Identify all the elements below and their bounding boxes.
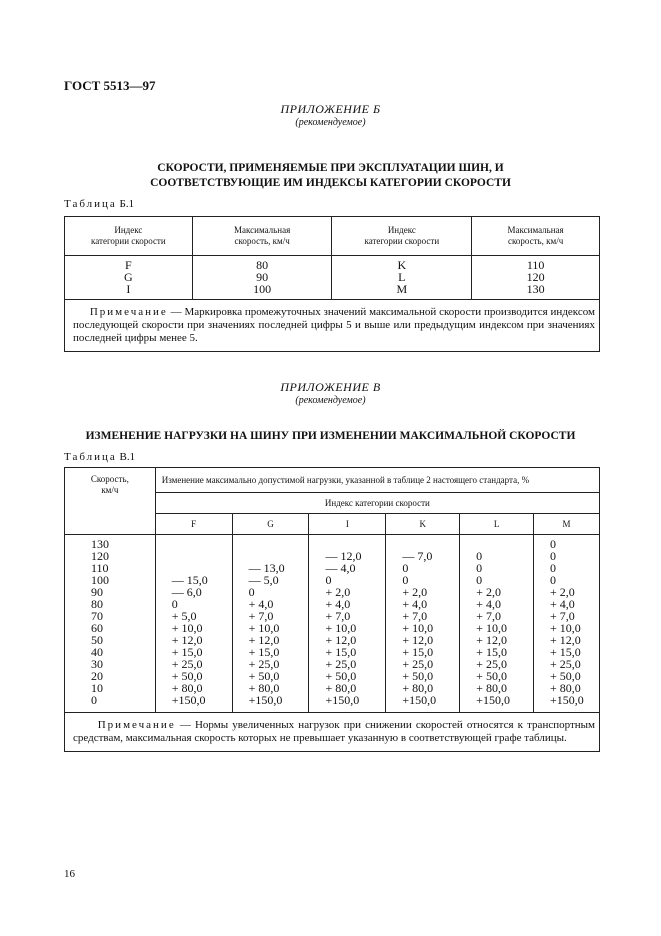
load-change-cell-f: + 5,0 [155, 610, 232, 622]
speed-cell: 0 [65, 694, 156, 713]
table-v1-caption-word: Таблица [64, 451, 117, 463]
load-change-cell-f: 0 [155, 598, 232, 610]
load-change-cell-m: + 7,0 [534, 610, 600, 622]
load-change-cell-m: + 12,0 [534, 634, 600, 646]
appendix-v-subtitle: (рекомендуемое) [295, 395, 366, 406]
table-row [65, 562, 600, 574]
load-change-cell-k: — 7,0 [386, 550, 460, 562]
table-b1-index-col-1: F G I [65, 256, 193, 300]
speed-cell: 10 [65, 682, 156, 694]
table-b1-header-speed-1: Максимальная скорость, км/ч [192, 217, 332, 256]
load-change-cell-g: +150,0 [232, 694, 309, 713]
load-change-cell-m: 0 [534, 550, 600, 562]
load-change-cell-l: + 15,0 [460, 646, 534, 658]
speed-cell: 110 [65, 562, 156, 574]
table-v1-note-word: Примечание [97, 719, 176, 731]
load-change-cell-i: + 50,0 [309, 670, 386, 682]
load-change-cell-l: + 7,0 [460, 610, 534, 622]
load-change-cell-l: 0 [460, 562, 534, 574]
table-b1-data-row [65, 256, 600, 300]
load-change-cell-m: + 2,0 [534, 586, 600, 598]
load-change-cell-k: + 10,0 [386, 622, 460, 634]
load-change-cell-l: 0 [460, 550, 534, 562]
load-change-cell-f [155, 535, 232, 551]
table-v1-index-g: G [232, 514, 309, 535]
load-change-cell-i: + 4,0 [309, 598, 386, 610]
table-b1-header-row [65, 217, 600, 256]
load-change-cell-i [309, 535, 386, 551]
load-change-cell-g: — 5,0 [232, 574, 309, 586]
load-change-cell-l: + 80,0 [460, 682, 534, 694]
table-b1-speed-col-1: 80 90 100 [192, 256, 332, 300]
table-b1-note-text: — Маркировка промежуточных значений максимальной скорости производится индексом последующей скорости при значениях последней цифры 5 и выше или предыдущим индексом при значениях последней цифры менее 5. [73, 306, 596, 344]
speed-cell: 90 [65, 586, 156, 598]
speed-cell: 130 [65, 535, 156, 551]
load-change-cell-k: + 4,0 [386, 598, 460, 610]
table-v1-speed-header: Скорость, км/ч [65, 468, 156, 535]
load-change-cell-l: + 50,0 [460, 670, 534, 682]
table-v1-caption-number: В.1 [119, 451, 136, 463]
table-v1-index-header: Индекс категории скорости [155, 493, 599, 514]
table-b1-speed-col-2: 110 120 130 [472, 256, 600, 300]
table-v1-index-m: M [534, 514, 600, 535]
appendix-b-heading [60, 161, 601, 191]
load-change-cell-f: + 80,0 [155, 682, 232, 694]
load-change-cell-g: + 80,0 [232, 682, 309, 694]
table-v1-index-i: I [309, 514, 386, 535]
load-change-cell-k: + 15,0 [386, 646, 460, 658]
load-change-cell-f: + 10,0 [155, 622, 232, 634]
speed-cell: 30 [65, 658, 156, 670]
document-code: ГОСТ 5513—97 [64, 78, 156, 93]
load-change-cell-l: + 10,0 [460, 622, 534, 634]
load-change-cell-g: + 10,0 [232, 622, 309, 634]
appendix-b-title: ПРИЛОЖЕНИЕ Б [280, 102, 381, 116]
table-b1-note-word: Примечание [89, 306, 168, 318]
load-change-cell-g: — 13,0 [232, 562, 309, 574]
load-change-cell-i: — 12,0 [309, 550, 386, 562]
load-change-cell-f: + 12,0 [155, 634, 232, 646]
load-change-cell-l: + 25,0 [460, 658, 534, 670]
load-change-cell-g: + 4,0 [232, 598, 309, 610]
load-change-cell-i: + 15,0 [309, 646, 386, 658]
appendix-b-heading-line2: СООТВЕТСТВУЮЩИЕ ИМ ИНДЕКСЫ КАТЕГОРИИ СКОРОСТИ [150, 177, 511, 189]
table-v1-index-l: L [460, 514, 534, 535]
load-change-cell-i: — 4,0 [309, 562, 386, 574]
table-v1-index-f: F [155, 514, 232, 535]
table-v1 [64, 467, 600, 752]
speed-cell: 40 [65, 646, 156, 658]
load-change-cell-i: +150,0 [309, 694, 386, 713]
load-change-cell-i: + 12,0 [309, 634, 386, 646]
load-change-cell-k: + 7,0 [386, 610, 460, 622]
table-b1-header-index-1: Индекс категории скорости [65, 217, 193, 256]
load-change-cell-k: + 80,0 [386, 682, 460, 694]
table-v1-caption [64, 451, 135, 463]
table-v1-index-k: K [386, 514, 460, 535]
load-change-cell-g: + 7,0 [232, 610, 309, 622]
table-b1-index-col-2: K L M [332, 256, 472, 300]
table-b1-header-index-2: Индекс категории скорости [332, 217, 472, 256]
speed-cell: 20 [65, 670, 156, 682]
load-change-cell-k: 0 [386, 562, 460, 574]
load-change-cell-l: + 12,0 [460, 634, 534, 646]
speed-cell: 50 [65, 634, 156, 646]
table-b1-caption [64, 198, 134, 210]
table-b1-note [65, 300, 600, 352]
page-number: 16 [64, 868, 75, 880]
load-change-cell-f [155, 550, 232, 562]
appendix-v-title: ПРИЛОЖЕНИЕ В [280, 380, 381, 394]
load-change-cell-l: +150,0 [460, 694, 534, 713]
table-b1-caption-number: Б.1 [119, 198, 135, 210]
load-change-cell-k: +150,0 [386, 694, 460, 713]
load-change-cell-i: + 2,0 [309, 586, 386, 598]
load-change-cell-i: + 7,0 [309, 610, 386, 622]
load-change-cell-m: +150,0 [534, 694, 600, 713]
table-row [65, 535, 600, 551]
table-v1-note-text: — Нормы увеличенных нагрузок при снижении скоростей относятся к транспортным средствам, максимальная скорость которых не превышает указанную в соответствующей графе таблицы. [73, 719, 595, 744]
load-change-cell-i: + 25,0 [309, 658, 386, 670]
load-change-cell-l: + 2,0 [460, 586, 534, 598]
load-change-cell-f: +150,0 [155, 694, 232, 713]
load-change-cell-g: 0 [232, 586, 309, 598]
speed-cell: 120 [65, 550, 156, 562]
appendix-b-subtitle: (рекомендуемое) [295, 117, 366, 128]
load-change-cell-g [232, 535, 309, 551]
load-change-cell-f: — 15,0 [155, 574, 232, 586]
load-change-cell-f: + 15,0 [155, 646, 232, 658]
load-change-cell-f: + 25,0 [155, 658, 232, 670]
table-row [65, 694, 600, 713]
load-change-cell-f: — 6,0 [155, 586, 232, 598]
table-v1-change-header: Изменение максимально допустимой нагрузки, указанной в таблице 2 настоящего стандарта, % [155, 468, 599, 493]
load-change-cell-i: + 10,0 [309, 622, 386, 634]
speed-cell: 80 [65, 598, 156, 610]
table-v1-note [65, 713, 600, 752]
table-b1-caption-word: Таблица [64, 198, 117, 210]
speed-cell: 60 [65, 622, 156, 634]
load-change-cell-l [460, 535, 534, 551]
load-change-cell-k: + 50,0 [386, 670, 460, 682]
load-change-cell-m: + 15,0 [534, 646, 600, 658]
load-change-cell-m: + 80,0 [534, 682, 600, 694]
load-change-cell-f: + 50,0 [155, 670, 232, 682]
load-change-cell-m: + 4,0 [534, 598, 600, 610]
appendix-b-heading-line1: СКОРОСТИ, ПРИМЕНЯЕМЫЕ ПРИ ЭКСПЛУАТАЦИИ ШИН, И [157, 162, 504, 174]
speed-cell: 70 [65, 610, 156, 622]
load-change-cell-m: + 50,0 [534, 670, 600, 682]
load-change-cell-k [386, 535, 460, 551]
load-change-cell-m: + 25,0 [534, 658, 600, 670]
load-change-cell-m: 0 [534, 574, 600, 586]
load-change-cell-i: + 80,0 [309, 682, 386, 694]
load-change-cell-k: + 12,0 [386, 634, 460, 646]
table-v1-body [65, 535, 600, 713]
table-v1-header-row-1 [65, 468, 600, 493]
table-b1-header-speed-2: Максимальная скорость, км/ч [472, 217, 600, 256]
load-change-cell-i: 0 [309, 574, 386, 586]
speed-cell: 100 [65, 574, 156, 586]
load-change-cell-m: 0 [534, 562, 600, 574]
load-change-cell-m: 0 [534, 535, 600, 551]
load-change-cell-g: + 15,0 [232, 646, 309, 658]
load-change-cell-g: + 12,0 [232, 634, 309, 646]
load-change-cell-k: + 2,0 [386, 586, 460, 598]
table-b1-note-row [65, 300, 600, 352]
load-change-cell-g: + 50,0 [232, 670, 309, 682]
load-change-cell-m: + 10,0 [534, 622, 600, 634]
load-change-cell-k: 0 [386, 574, 460, 586]
load-change-cell-k: + 25,0 [386, 658, 460, 670]
appendix-v-heading: ИЗМЕНЕНИЕ НАГРУЗКИ НА ШИНУ ПРИ ИЗМЕНЕНИИ МАКСИМАЛЬНОЙ СКОРОСТИ [85, 430, 576, 442]
table-v1-note-row [65, 713, 600, 752]
table-b1 [64, 216, 600, 352]
load-change-cell-l: 0 [460, 574, 534, 586]
load-change-cell-g: + 25,0 [232, 658, 309, 670]
load-change-cell-l: + 4,0 [460, 598, 534, 610]
